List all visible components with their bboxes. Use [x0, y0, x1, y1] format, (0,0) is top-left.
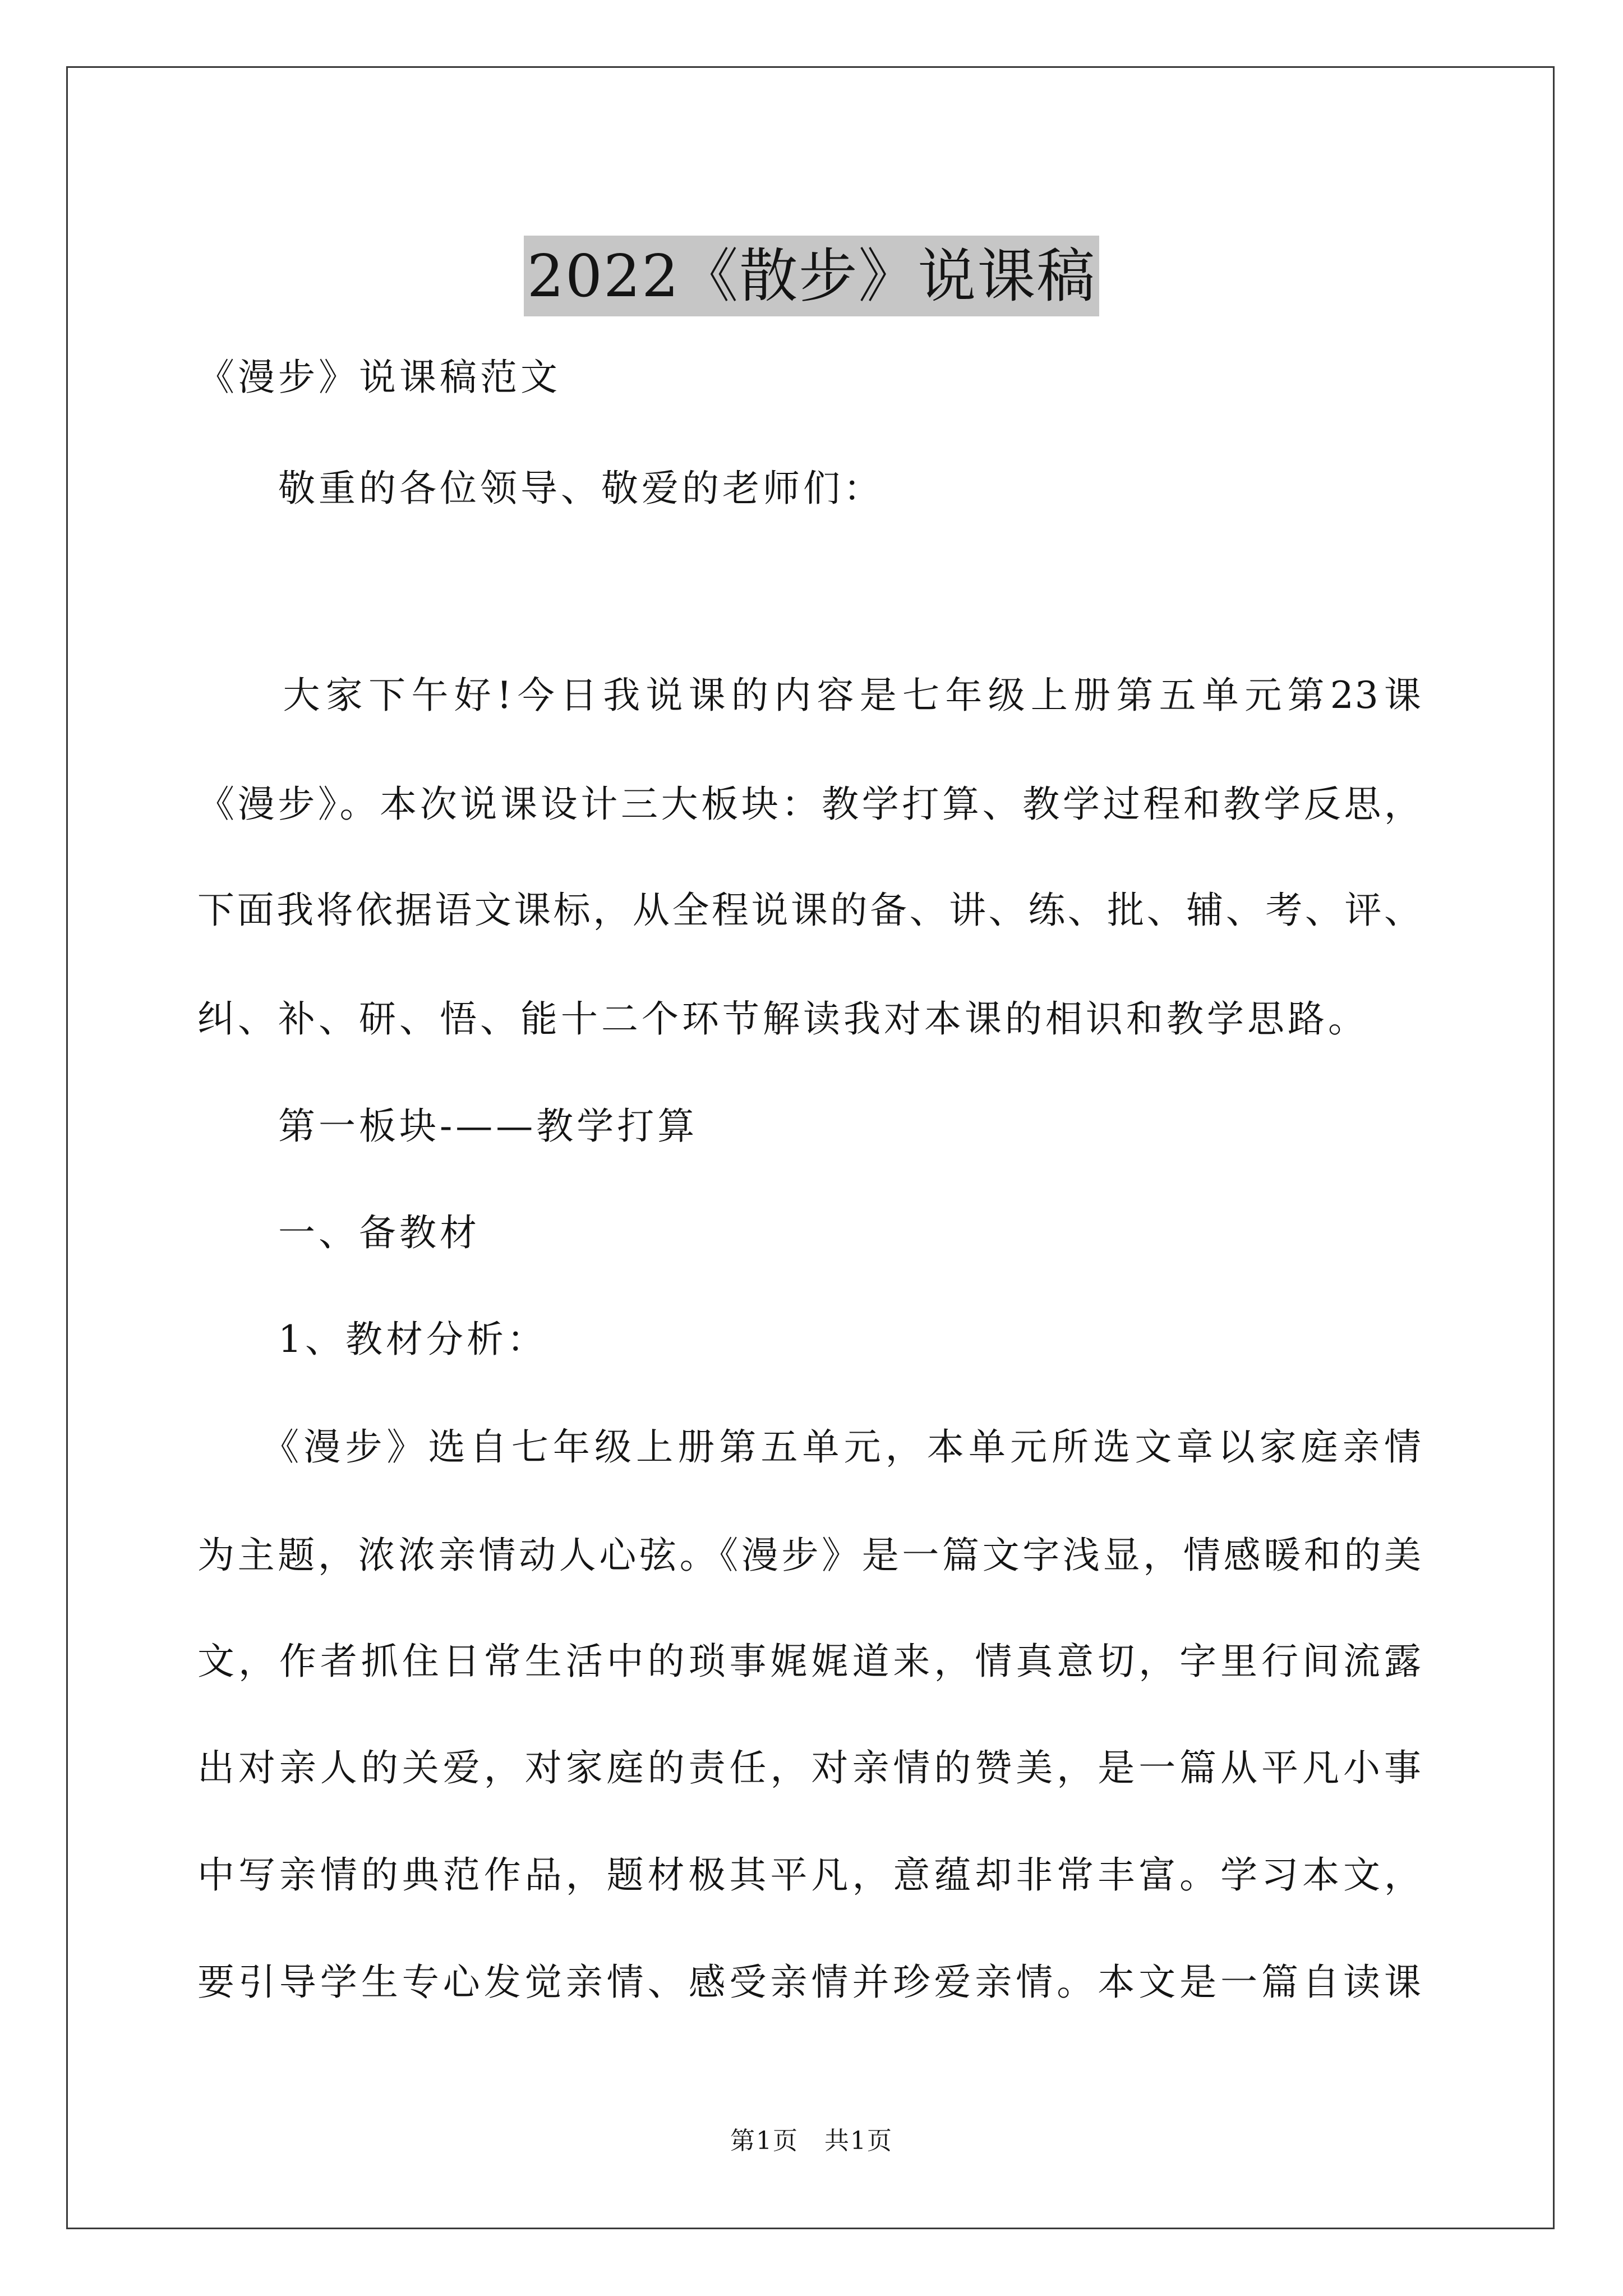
title-container — [0, 196, 1623, 355]
body-line: 文，作者抓住日常生活中的琐事娓娓道来，情真意切，字里行间流露 — [197, 1640, 1422, 1683]
body-line: 下面我将依据语文课标，从全程说课的备、讲、练、批、辅、考、评、 — [197, 889, 1422, 932]
document-subtitle: 《漫步》说课稿范文 — [197, 356, 561, 399]
section-heading: 第一板块-——教学打算 — [197, 1105, 698, 1148]
body-line: 《漫步》选自七年级上册第五单元，本单元所选文章以家庭亲情 — [197, 1425, 1422, 1469]
body-line: 要引导学生专心发觉亲情、感受亲情并珍爱亲情。本文是一篇自读课 — [197, 1961, 1422, 2004]
body-line: 《漫步》。本次说课设计三大板块：教学打算、教学过程和教学反思， — [197, 783, 1422, 826]
salutation-line: 敬重的各位领导、敬爱的老师们： — [197, 467, 884, 510]
body-line: 为主题，浓浓亲情动人心弦。《漫步》是一篇文字浅显，情感暖和的美 — [197, 1534, 1422, 1577]
document-title: 2022《散步》说课稿 — [524, 236, 1100, 316]
body-line: 纠、补、研、悟、能十二个环节解读我对本课的相识和教学思路。 — [197, 997, 1368, 1041]
page-number: 第1页 共1页 — [730, 2127, 893, 2155]
subsection-heading: 一、备教材 — [197, 1211, 480, 1254]
body-line: 出对亲人的关爱，对家庭的责任，对亲情的赞美，是一篇从平凡小事 — [197, 1746, 1422, 1789]
body-line: 大家下午好!今日我说课的内容是七年级上册第五单元第23课 — [197, 674, 1422, 717]
body-line: 中写亲情的典范作品，题材极其平凡，意蕴却非常丰富。学习本文， — [197, 1853, 1422, 1897]
item-heading: 1、教材分析： — [197, 1318, 547, 1361]
